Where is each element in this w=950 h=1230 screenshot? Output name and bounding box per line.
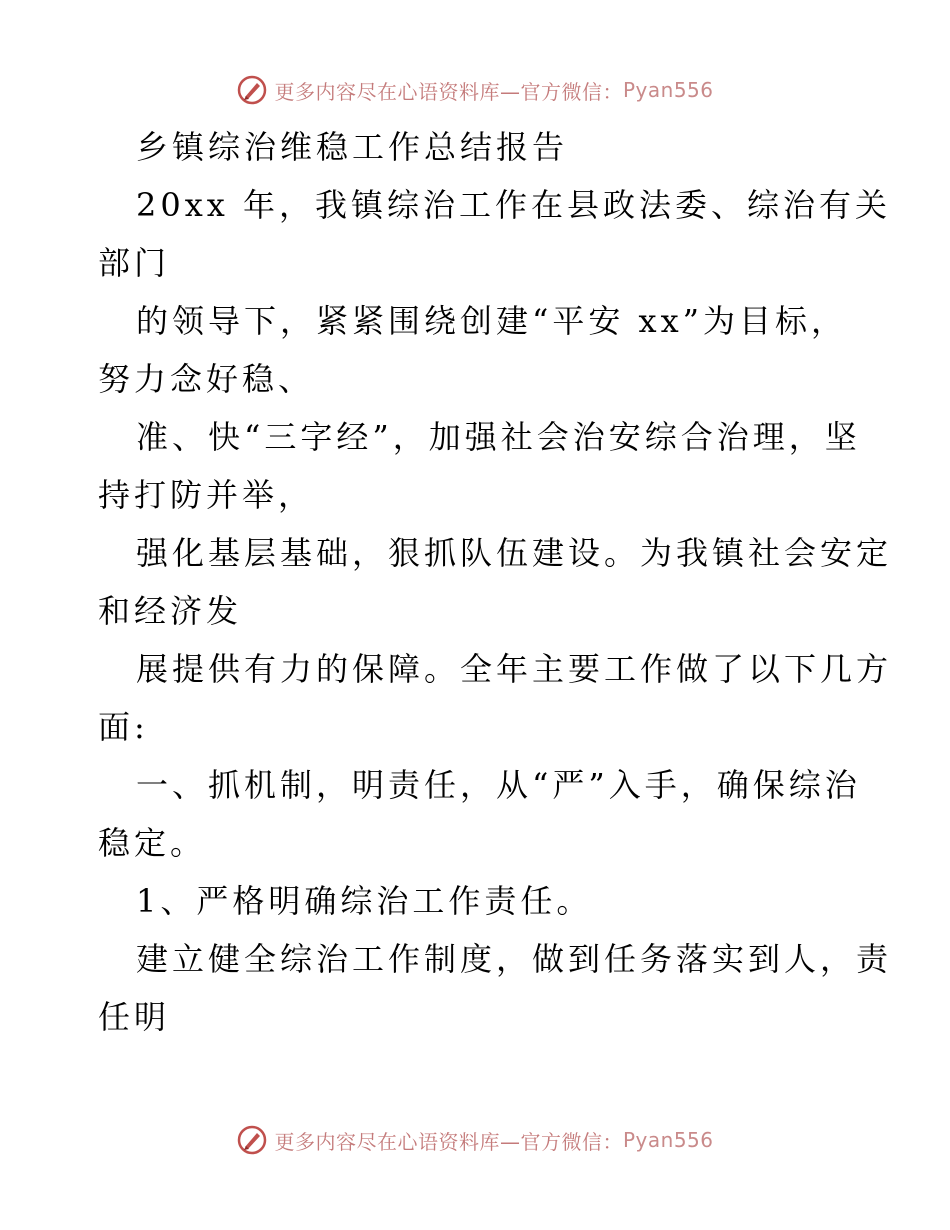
doc-line: 准、快“三字经”，加强社会治安综合治理，坚 xyxy=(136,418,861,456)
doc-line: 20xx 年，我镇综治工作在县政法委、综治有关 xyxy=(136,186,891,224)
doc-line: 强化基层基础，狠抓队伍建设。为我镇社会安定 xyxy=(136,534,893,572)
doc-line: 乡镇综治维稳工作总结报告 xyxy=(136,128,569,166)
doc-line: 和经济发 xyxy=(98,592,243,630)
doc-line: 的领导下，紧紧围绕创建“平安 xx”为目标， xyxy=(136,302,847,340)
doc-line: 稳定。 xyxy=(98,824,207,862)
doc-line: 1、严格明确综治工作责任。 xyxy=(136,882,593,920)
doc-line: 建立健全综治工作制度，做到任务落实到人，责 xyxy=(136,940,893,978)
doc-line: 部门 xyxy=(98,244,171,282)
footer-watermark xyxy=(0,1120,950,1160)
watermark-wechat-id: Pyan556 xyxy=(622,78,714,102)
pen-logo-icon xyxy=(236,74,268,106)
doc-line: 持打防并举， xyxy=(98,476,315,514)
watermark-wechat-id: Pyan556 xyxy=(622,1128,714,1152)
pen-logo-icon xyxy=(236,1124,268,1156)
watermark-text: 更多内容尽在心语资料库—官方微信： xyxy=(274,1129,623,1154)
watermark-text: 更多内容尽在心语资料库—官方微信： xyxy=(274,79,623,104)
doc-line: 任明 xyxy=(98,998,171,1036)
doc-line: 一、抓机制，明责任，从“严”入手，确保综治 xyxy=(136,766,861,804)
document-body xyxy=(98,118,893,1046)
header-watermark xyxy=(0,70,950,110)
doc-line: 努力念好稳、 xyxy=(98,360,315,398)
doc-line: 面: xyxy=(98,708,149,746)
doc-line: 展提供有力的保障。全年主要工作做了以下几方 xyxy=(136,650,893,688)
